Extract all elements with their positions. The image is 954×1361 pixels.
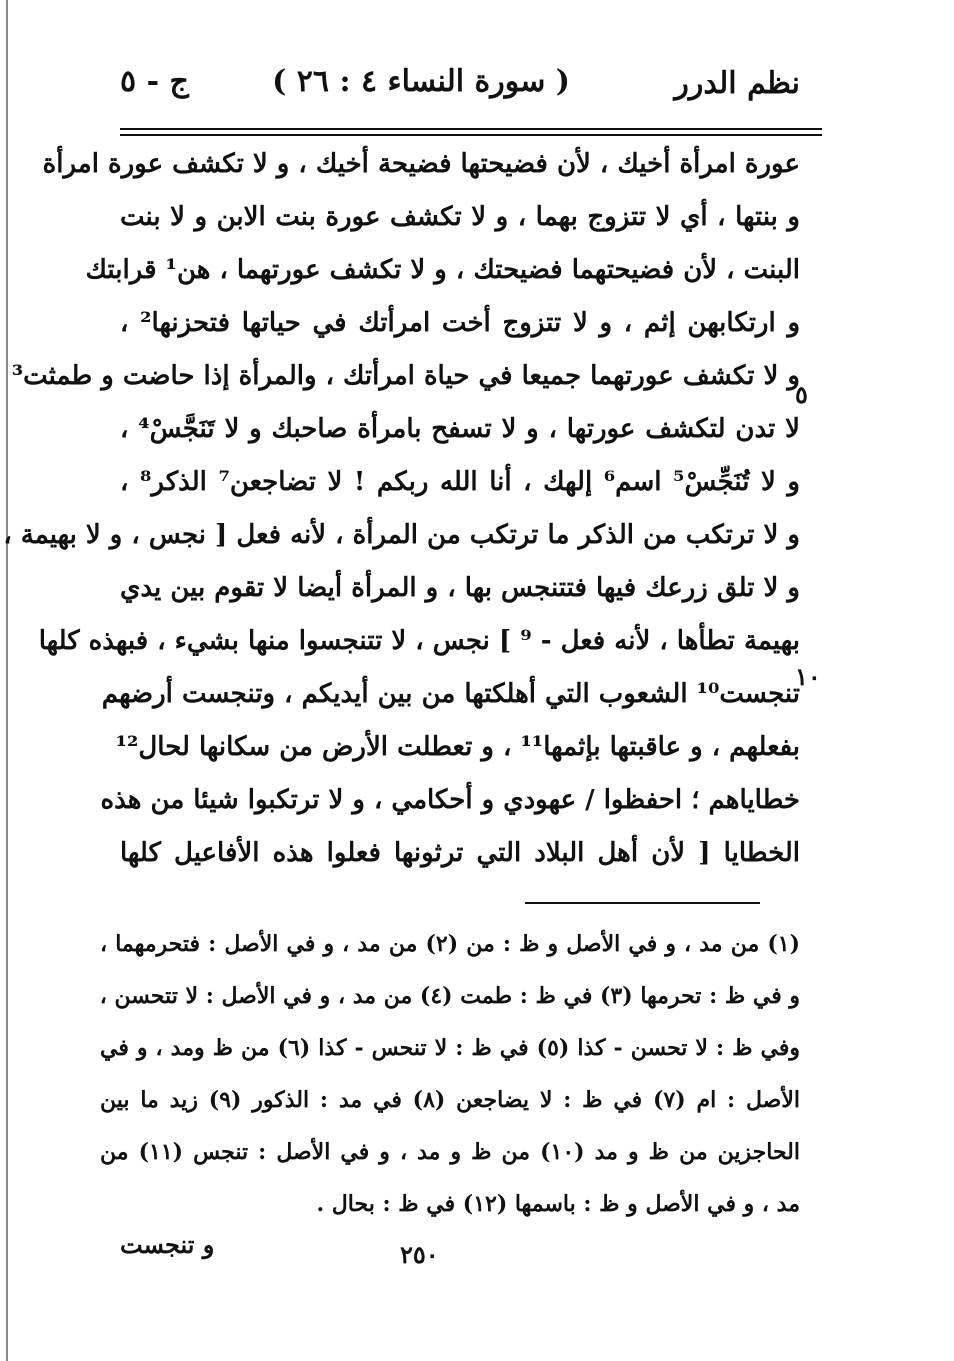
- text-line: و لا تكشف عورتهما جميعا في حياة امرأتك ، والمرأة إذا حاضت و طمثت³: [11, 361, 800, 391]
- line-number-5: ٥: [795, 380, 808, 409]
- page-edge-border: [6, 0, 8, 1361]
- text-line: و بنتها ، أي لا تتزوج بهما ، و لا تكشف عورة بنت الابن و لا بنت: [120, 202, 800, 232]
- surah-reference: ( سورة النساء ٤ : ٢٦ ): [272, 64, 570, 99]
- main-text: [3, 138, 800, 880]
- footnote-line: الحاجزين من ظ و مد (١٠) من ظ و مد ، و في الأصل : تنجس (١١) من: [100, 1139, 800, 1165]
- running-header: [120, 60, 800, 110]
- footnotes: [100, 918, 800, 1230]
- footnote-line: الأصل : ام (٧) في ظ : لا يضاجعن (٨) في مد : الذكور (٩) زيد ما بين: [100, 1087, 800, 1113]
- footnote-line: مد ، و في الأصل و ظ : باسمها (١٢) في ظ : بحال .: [316, 1191, 800, 1217]
- catchword: و تنجست: [120, 1230, 215, 1259]
- text-line: البنت ، لأن فضيحتهما فضيحتك ، و لا تكشف عورتهما ، هن¹ قرابتك: [85, 255, 800, 285]
- header-rule-top: [120, 128, 822, 130]
- header-rule-bottom: [120, 134, 822, 136]
- text-line: لا تدن لتكشف عورتها ، و لا تسفح بامرأة صاحبك و لا تَنَجَّسْ⁴ ،: [120, 414, 800, 444]
- text-line: تنجست¹⁰ الشعوب التي أهلكتها من بين أيديكم ، وتنجست أرضهم: [101, 679, 800, 709]
- text-line: الخطايا [ لأن أهل البلاد التي ترثونها فعلوا هذه الأفاعيل كلها: [120, 838, 800, 868]
- text-line: و لا تلق زرعك فيها فتتنجس بها ، و المرأة أيضا لا تقوم بين يدي: [120, 573, 800, 603]
- text-line: خطاياهم ؛ احفظوا / عهودي و أحكامي ، و لا ترتكبوا شيئا من هذه: [100, 785, 800, 815]
- text-line: و لا ترتكب من الذكر ما ترتكب من المرأة ، لأنه فعل [ نجس ، و لا بهيمة ،: [3, 520, 800, 550]
- footnote-line: وفي ظ : لا تحسن - كذا (٥) في ظ : لا تنحس - كذا (٦) من ظ ومد ، و في: [100, 1035, 801, 1061]
- footnote-line: و في ظ : تحرمها (٣) في ظ : طمت (٤) من مد ، و في الأصل : لا تتحسن ،: [99, 983, 800, 1009]
- page-number: ٢٥٠: [400, 1240, 439, 1269]
- line-number-10: ١٠: [795, 662, 821, 691]
- volume-number: ج - ٥: [120, 64, 189, 99]
- book-title: نظم الدرر: [674, 66, 800, 101]
- text-line: و ارتكابهن إثم ، و لا تتزوج أخت امرأتك في حياتها فتحزنها² ،: [120, 308, 800, 338]
- text-line: بفعلهم ، و عاقبتها بإثمها¹¹ ، و تعطلت الأرض من سكانها لحال¹²: [115, 732, 800, 762]
- text-line: عورة امرأة أخيك ، لأن فضيحتها فضيحة أخيك ، و لا تكشف عورة امرأة: [42, 149, 800, 179]
- text-line: بهيمة تطأها ، لأنه فعل - ⁹ ] نجس ، لا تتنجسوا منها بشيء ، فبهذه كلها: [38, 626, 800, 656]
- text-line: و لا تُنَجِّسْ⁵ اسم⁶ إلهك ، أنا الله ربكم ! لا تضاجعن⁷ الذكر⁸ ،: [120, 467, 800, 497]
- footnote-separator: [525, 902, 760, 904]
- footnote-line: (١) من مد ، و في الأصل و ظ : من (٢) من مد ، و في الأصل : فتحرمهما ،: [100, 931, 800, 957]
